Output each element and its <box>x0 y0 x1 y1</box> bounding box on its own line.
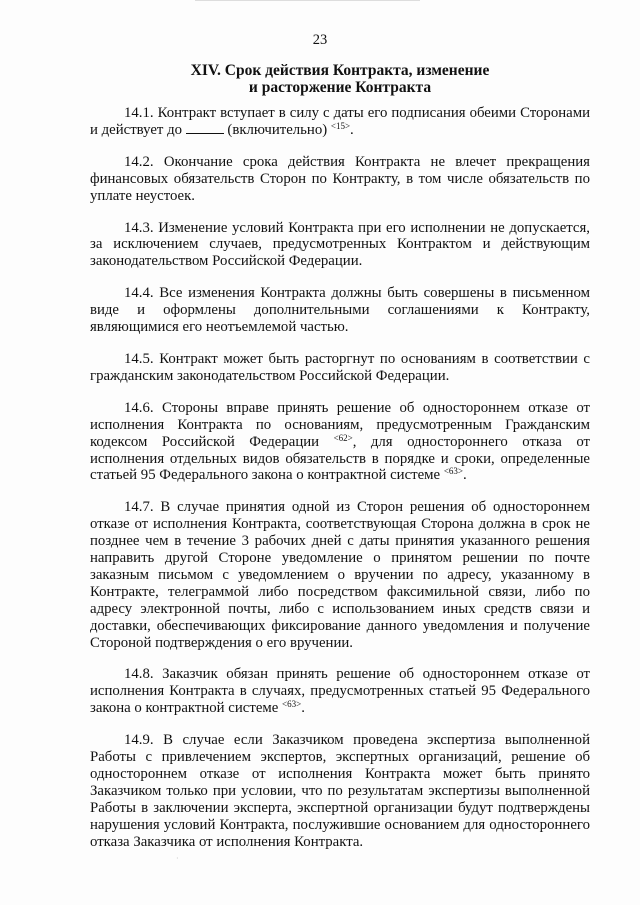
footnote-ref-62: <62> <box>333 432 353 443</box>
section-heading-line-2: и расторжение Контракта <box>248 79 432 96</box>
section-heading <box>90 62 590 96</box>
scan-artifact: · <box>176 854 179 863</box>
paragraph-14-5: 14.5. Контракт может быть расторгнут по основаниям в соответствии с гражданским законодательством Российской Федерации. <box>90 350 590 384</box>
paragraph-14-1-inclusive: (включительно) <box>227 121 328 138</box>
footnote-ref-63: <63> <box>443 466 463 477</box>
blank-date-field <box>186 122 224 134</box>
paragraph-14-8-text: 14.8. Заказчик обязан принять решение об одностороннем отказе от исполнения Контракта в случаях, предусмотренных статьей 95 Федерального закона о контрактной системе <box>90 666 590 717</box>
paragraph-14-9: 14.9. В случае если Заказчиком проведена экспертиза выполненной Работы с привлечением экспертов, экспертных организаций, решение об одностороннем отказе от исполнения Контракта может быть принято Заказчиком только при условии, что по результатам экспертизы выполненной Работы в заключении эксперта, экспертной организации будут подтверждены нарушения условий Контракта, послужившие основанием для одностороннего отказа Заказчика от исполнения Контракта. <box>90 732 590 850</box>
paragraph-14-8 <box>90 666 590 717</box>
paragraph-14-6 <box>90 400 590 485</box>
footnote-ref-15: <15> <box>330 120 351 131</box>
paragraph-14-2: 14.2. Окончание срока действия Контракта не влечет прекращения финансовых обязательств Сторон по Контракту, в том числе обязательств по уплате неустоек. <box>90 153 590 204</box>
paragraph-14-3: 14.3. Изменение условий Контракта при его исполнении не допускается, за исключением случаев, предусмотренных Контрактом и действующим законодательством Российской Федерации. <box>90 219 590 270</box>
paragraph-14-8-end: . <box>301 700 305 717</box>
page-number: 23 <box>312 32 328 48</box>
paragraph-14-6-text-a: 14.6. Стороны вправе принять решение об одностороннем отказе от исполнения Контракта по основаниям, предусмотренным Гражданским кодексом Российской Федерации <box>90 399 590 450</box>
paragraph-14-6-text-b: , для одностороннего отказа от исполнения отдельных видов обязательств в порядке и сроки, определенные статьей 95 Федерального закона о контрактной системе <box>90 433 591 484</box>
paragraph-14-6-end: . <box>462 467 467 484</box>
paragraph-14-1-end: . <box>350 121 354 138</box>
footnote-ref-63-b: <63> <box>282 699 302 710</box>
paragraph-14-7: 14.7. В случае принятия одной из Сторон решения об одностороннем отказе от исполнения Контракта, соответствующая Сторона должна в срок не позднее чем в течение 3 рабочих дней с даты принятия указанного решения направить другой Стороне уведомление о принятом решении по почте заказным письмом с уведомлением о вручении по адресу, указанному в Контракте, телеграммой либо посредством факсимильной связи, либо по адресу электронной почты, либо с использованием иных средств связи и доставки, обеспечивающих фиксирование данного уведомления и получение Стороной подтверждения о его вручении. <box>90 499 590 651</box>
section-body <box>90 105 590 866</box>
scan-edge-line <box>195 0 420 1</box>
section-heading-line-1: XIV. Срок действия Контракта, изменение <box>190 62 490 79</box>
paragraph-14-1 <box>90 105 590 139</box>
paragraph-14-4: 14.4. Все изменения Контракта должны быть совершены в письменном виде и оформлены дополнительными соглашениями к Контракту, являющимися его неотъемлемой частью. <box>90 285 590 336</box>
paragraph-14-1-text: 14.1. Контракт вступает в силу с даты его подписания обеими Сторонами и действует до <box>90 105 590 138</box>
